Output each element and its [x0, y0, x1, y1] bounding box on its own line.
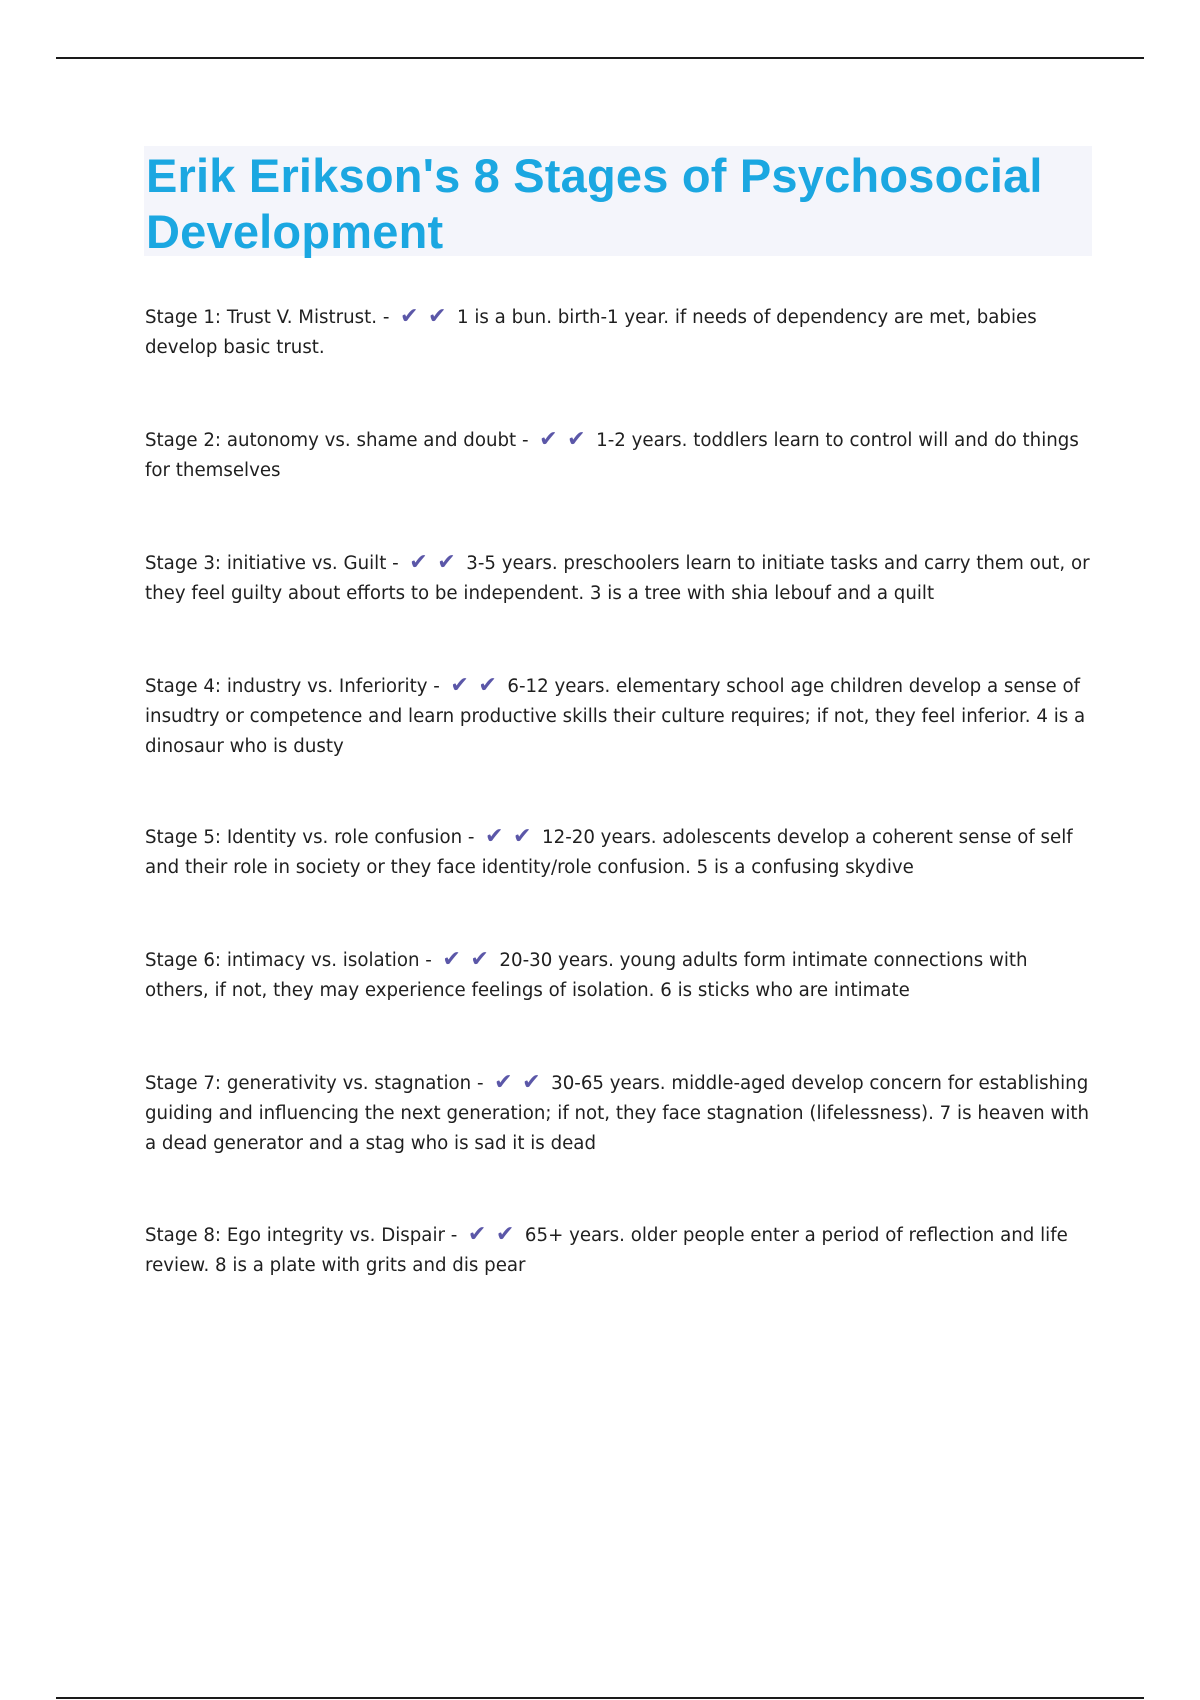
checkmark-icon: ✔	[567, 427, 586, 452]
header-rule	[56, 57, 1144, 59]
entry-term: Stage 4: industry vs. Inferiority -	[145, 676, 440, 697]
entry-term: Stage 6: intimacy vs. isolation -	[145, 950, 432, 971]
flashcard-entry	[145, 1069, 1095, 1159]
footer-rule	[56, 1697, 1144, 1699]
checkmark-icon: ✔	[470, 947, 489, 972]
entry-definition: 12-20 years. adolescents develop a coherent sense of self and their role in society or they face identity/role confusion. 5 is a confusing skydive	[145, 827, 1073, 878]
entry-definition: 6-12 years. elementary school age children develop a sense of insudtry or competence and learn productive skills their culture requires; if not, they feel inferior. 4 is a dinosaur who is dusty	[145, 676, 1086, 757]
entry-definition: 20-30 years. young adults form intimate connections with others, if not, they may experience feelings of isolation. 6 is sticks who are intimate	[145, 950, 1028, 1001]
checkmark-icon: ✔	[437, 550, 456, 575]
checkmark-icon: ✔	[513, 824, 532, 849]
checkmark-icon: ✔	[467, 1222, 487, 1247]
entry-term: Stage 1: Trust V. Mistrust. -	[145, 307, 390, 328]
flashcard-entry	[145, 303, 1095, 363]
entry-definition: 1 is a bun. birth-1 year. if needs of dependency are met, babies develop basic trust.	[145, 307, 1037, 358]
checkmark-icon: ✔	[485, 824, 504, 849]
document-title: Erik Erikson's 8 Stages of Psychosocial Development	[146, 149, 1043, 258]
flashcard-entry	[145, 823, 1095, 883]
checkmark-icon: ✔	[522, 1070, 541, 1095]
flashcard-entry	[145, 672, 1095, 762]
entry-term: Stage 8: Ego integrity vs. Dispair -	[145, 1225, 458, 1246]
checkmark-icon: ✔	[494, 1070, 513, 1095]
checkmark-icon: ✔	[399, 304, 419, 329]
checkmark-icon: ✔	[495, 1222, 515, 1247]
checkmark-icon: ✔	[450, 673, 469, 698]
entry-term: Stage 7: generativity vs. stagnation -	[145, 1073, 484, 1094]
checkmark-icon: ✔	[478, 673, 497, 698]
flashcard-entry	[145, 1221, 1095, 1281]
entry-term: Stage 2: autonomy vs. shame and doubt -	[145, 430, 529, 451]
checkmark-icon: ✔	[442, 947, 461, 972]
entry-definition: 3-5 years. preschoolers learn to initiate tasks and carry them out, or they feel guilty about efforts to be independent. 3 is a tree with shia lebouf and a quilt	[145, 553, 1090, 604]
flashcard-entry	[145, 426, 1095, 486]
checkmark-icon: ✔	[409, 550, 428, 575]
checkmark-icon: ✔	[539, 427, 558, 452]
entry-term: Stage 3: initiative vs. Guilt -	[145, 553, 399, 574]
entry-term: Stage 5: Identity vs. role confusion -	[145, 827, 475, 848]
flashcard-entry	[145, 549, 1095, 609]
checkmark-icon: ✔	[427, 304, 447, 329]
title-banner	[144, 146, 1092, 256]
entry-definition: 1-2 years. toddlers learn to control will and do things for themselves	[145, 430, 1079, 481]
flashcard-entry	[145, 946, 1095, 1006]
entry-definition: 30-65 years. middle-aged develop concern for establishing guiding and influencing the next generation; if not, they face stagnation (lifelessness). 7 is heaven with a dead generator and a stag who is sad it is dead	[145, 1073, 1090, 1154]
entry-definition: 65+ years. older people enter a period of reflection and life review. 8 is a plate with grits and dis pear	[145, 1225, 1068, 1276]
